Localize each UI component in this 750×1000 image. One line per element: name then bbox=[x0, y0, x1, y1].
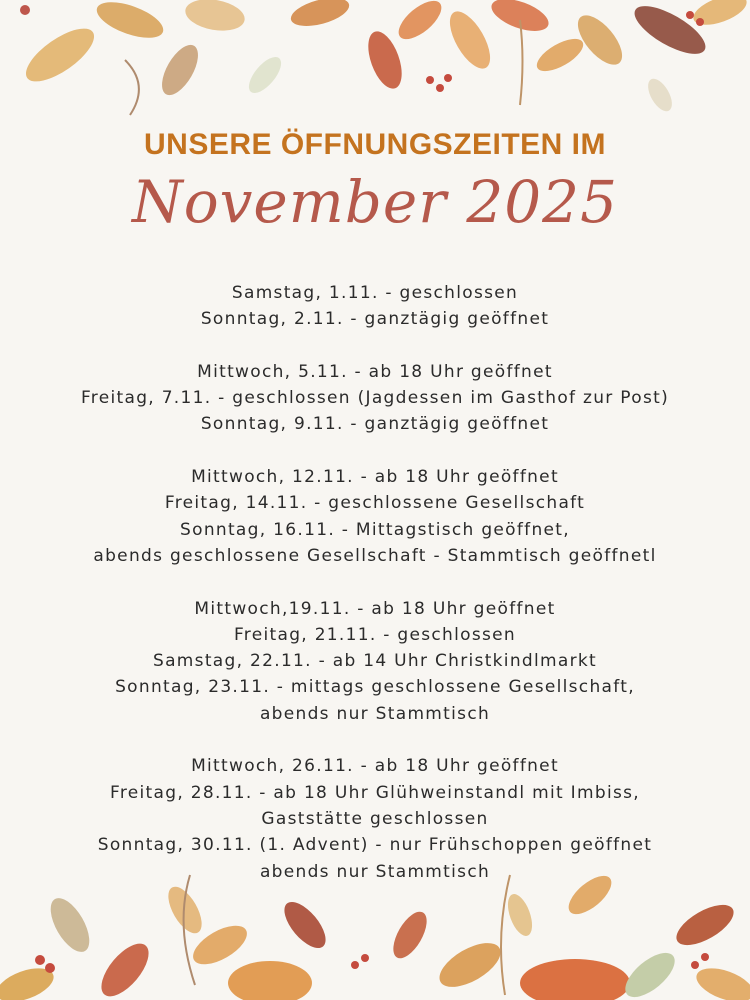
schedule-line: Samstag, 1.11. - geschlossen bbox=[231, 283, 519, 303]
schedule-line: abends geschlossene Gesellschaft - Stammtisch geöffnetl bbox=[93, 545, 657, 566]
page-heading: UNSERE ÖFFNUNGSZEITEN IM bbox=[143, 128, 606, 161]
schedule-line: Freitag, 21.11. - geschlossen bbox=[233, 624, 517, 645]
schedule-group bbox=[0, 359, 750, 438]
schedule-group bbox=[0, 596, 750, 727]
autumn-leaves-bottom-decoration bbox=[0, 865, 750, 1000]
schedule-line: abends nur Stammtisch bbox=[259, 861, 491, 882]
schedule-line: Sonntag, 16.11. - Mittagstisch geöffnet, bbox=[180, 519, 570, 540]
schedule-line: Mittwoch,19.11. - ab 18 Uhr geöffnet bbox=[194, 598, 556, 619]
autumn-leaves-top-decoration bbox=[0, 0, 750, 130]
schedule-line: Sonntag, 23.11. - mittags geschlossene Gesellschaft, bbox=[115, 677, 635, 698]
schedule-line: Sonntag, 9.11. - ganztägig geöffnet bbox=[200, 414, 550, 435]
schedule-line: Freitag, 28.11. - ab 18 Uhr Glühweinstandl mit Imbiss, bbox=[110, 782, 640, 803]
schedule-line: Gaststätte geschlossen bbox=[261, 808, 489, 829]
schedule-line: Mittwoch, 12.11. - ab 18 Uhr geöffnet bbox=[191, 467, 559, 488]
schedule-line: Freitag, 14.11. - geschlossene Gesellschaft bbox=[164, 493, 586, 514]
opening-hours-schedule bbox=[0, 280, 750, 885]
schedule-line: Samstag, 22.11. - ab 14 Uhr Christkindlmarkt bbox=[153, 651, 597, 672]
schedule-line: Sonntag, 2.11. - ganztägig geöffnet bbox=[200, 309, 550, 330]
schedule-line: Mittwoch, 26.11. - ab 18 Uhr geöffnet bbox=[191, 756, 559, 777]
schedule-line: abends nur Stammtisch bbox=[259, 703, 491, 724]
schedule-line: Freitag, 7.11. - geschlossen (Jagdessen im Gasthof zur Post) bbox=[80, 388, 670, 409]
schedule-group bbox=[0, 464, 750, 569]
schedule-line: Sonntag, 30.11. (1. Advent) - nur Frühschoppen geöffnet bbox=[97, 835, 653, 856]
schedule-line: Mittwoch, 5.11. - ab 18 Uhr geöffnet bbox=[197, 361, 553, 382]
month-title: November 2025 bbox=[132, 168, 618, 236]
schedule-group bbox=[0, 280, 750, 333]
